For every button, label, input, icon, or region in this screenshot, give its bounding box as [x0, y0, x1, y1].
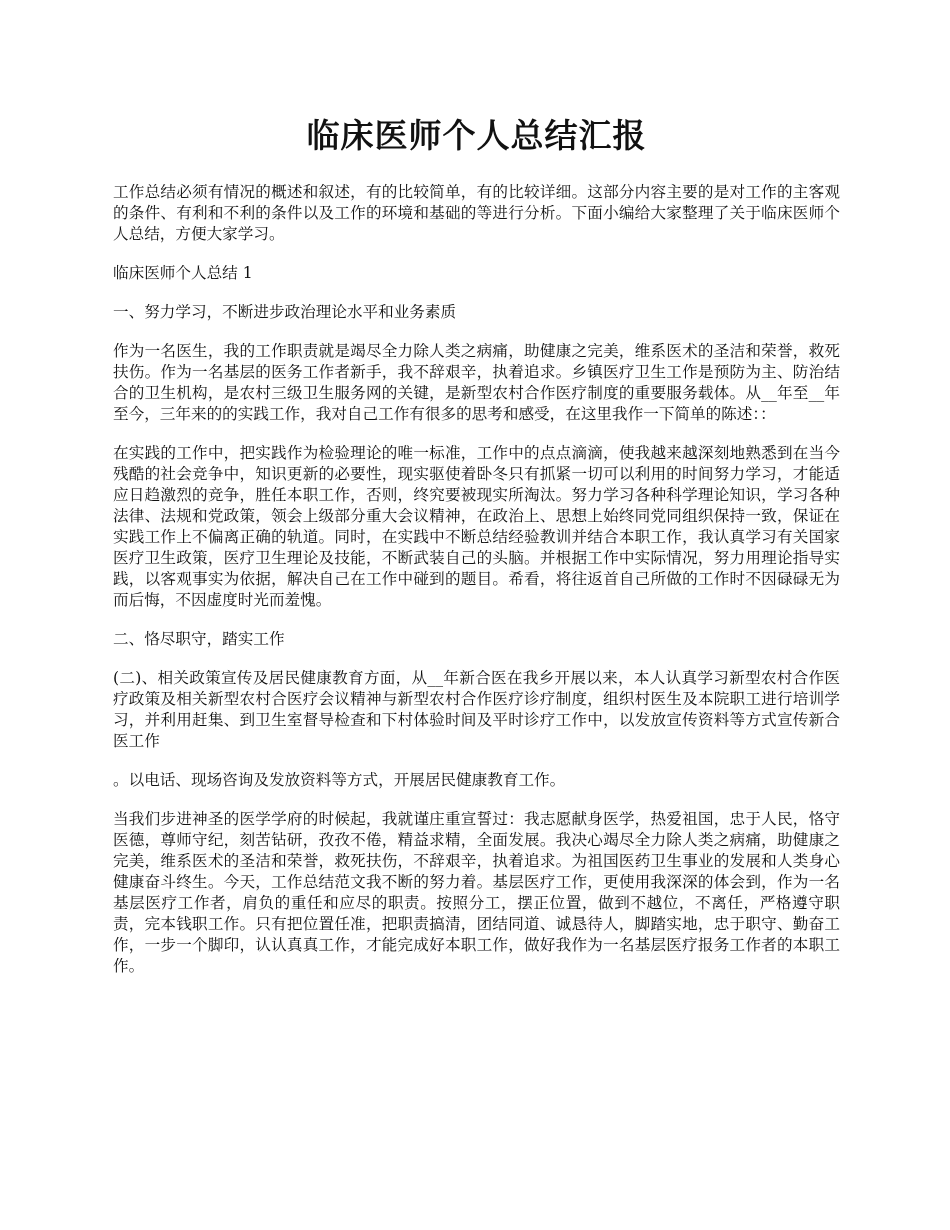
document-page [113, 112, 840, 995]
subsection-heading-2: 二、恪尽职守，踏实工作 [113, 630, 285, 648]
body-paragraph: 在实践的工作中，把实践作为检验理论的唯一标准，工作中的点点滴滴，使我越来越深刻地熟悉到在当今残酷的社会竞争中，知识更新的必要性，现实驱使着卧冬只有抓紧一切可以利用的时间努力学习，才能适应日趋激烈的竞争，胜任本职工作，否则，终究要被现实所淘汰。努力学习各种科学理论知识，学习各种法律、法规和党政策，领会上级部分重大会议精神，在政治上、思想上始终同党同组织保持一致，保证在实践工作上不偏离正确的轨道。同时，在实践中不断总结经验教训并结合本职工作，我认真学习有关国家医疗卫生政策，医疗卫生理论及技能，不断武装自己的头脑。并根据工作中实际情况，努力用理论指导实践，以客观事实为依据，解决自己在工作中碰到的题目。希看，将往返首自己所做的工作时不因碌碌无为而后悔，不因虚度时光而羞愧。 [113, 444, 840, 609]
body-paragraph: 。以电话、现场咨询及发放资料等方式，开展居民健康教育工作。 [113, 771, 566, 789]
subsection-heading-1: 一、努力学习，不断进步政治理论水平和业务素质 [113, 303, 457, 321]
intro-paragraph: 工作总结必须有情况的概述和叙述，有的比较简单，有的比较详细。这部分内容主要的是对工作的主客观的条件、有利和不利的条件以及工作的环境和基础的等进行分析。下面小编给大家整理了关于临床医师个人总结，方便大家学习。 [113, 183, 840, 243]
document-title: 临床医师个人总结汇报 [306, 116, 647, 155]
body-paragraph: (二)、相关政策宣传及居民健康教育方面，从__年新合医在我乡开展以来，本人认真学习新型农村合作医疗政策及相关新型农村合医疗会议精神与新型农村合作医疗诊疗制度，组织村医生及本院职工进行培训学习，并利用赶集、到卫生室督导检查和下村体验时间及平时诊疗工作中，以发放宣传资料等方式宣传新合医工作 [113, 669, 840, 750]
section-heading-summary-1: 临床医师个人总结 1 [113, 264, 253, 282]
body-paragraph: 当我们步进神圣的医学学府的时候起，我就谨庄重宣誓过：我志愿献身医学，热爱祖国，忠于人民，恪守医德，尊师守纪，刻苦钻研，孜孜不倦，精益求精，全面发展。我决心竭尽全力除人类之病痛，助健康之完美，维系医术的圣洁和荣誉，救死扶伤，不辞艰辛，执着追求。为祖国医药卫生事业的发展和人类身心健康奋斗终生。今天，工作总结范文我不断的努力着。基层医疗工作，更使用我深深的体会到，作为一名基层医疗工作者，肩负的重任和应尽的职责。按照分工，摆正位置，做到不越位，不离任，严格遵守职责，完本钱职工作。只有把位置任准，把职责搞清，团结同道、诚恳待人，脚踏实地，忠于职守、勤奋工作，一步一个脚印，认认真真工作，才能完成好本职工作，做好我作为一名基层医疗报务工作者的本职工作。 [113, 810, 840, 975]
body-paragraph: 作为一名医生，我的工作职责就是竭尽全力除人类之病痛，助健康之完美，维系医术的圣洁和荣誉，救死扶伤。作为一名基层的医务工作者新手，我不辞艰辛，执着追求。乡镇医疗卫生工作是预防为主、防治结合的卫生机构，是农村三级卫生服务网的关键，是新型农村合作医疗制度的重要服务载体。从__年至__年至今，三年来的的实践工作，我对自己工作有很多的思考和感受，在这里我作一下简单的陈述：： [113, 342, 840, 423]
